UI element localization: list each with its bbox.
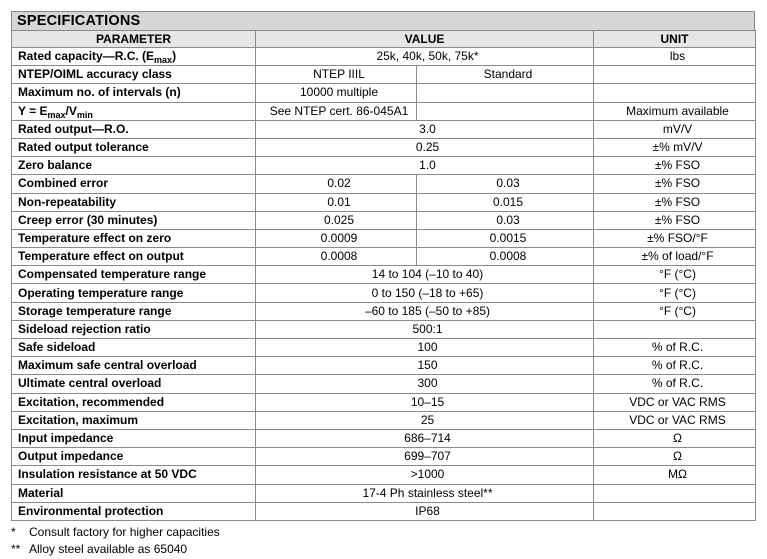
unit-cell: % of R.C. <box>594 339 756 357</box>
table-row <box>12 466 756 484</box>
parameter-cell <box>12 502 256 520</box>
parameter-cell <box>12 302 256 320</box>
value-cell: 699–707 <box>256 448 594 466</box>
parameter-cell <box>12 229 256 247</box>
parameter-cell <box>12 248 256 266</box>
value-cell-left: NTEP IIIL <box>256 66 417 84</box>
value-cell-right: Standard <box>417 66 594 84</box>
parameter-text: Rated output tolerance <box>18 140 149 155</box>
value-cell-right: 0.015 <box>417 193 594 211</box>
unit-cell: ±% mV/V <box>594 138 756 156</box>
parameter-text: Operating temperature range <box>18 285 184 300</box>
parameter-cell <box>12 375 256 393</box>
table-row <box>12 484 756 502</box>
footnotes <box>11 524 220 558</box>
footnote <box>11 524 220 541</box>
parameter-text: Environmental protection <box>18 503 164 518</box>
parameter-cell <box>12 448 256 466</box>
value-cell-right: 0.03 <box>417 175 594 193</box>
parameter-subscript: max <box>154 55 173 66</box>
column-header-unit: UNIT <box>594 31 756 48</box>
value-cell: 300 <box>256 375 594 393</box>
parameter-cell <box>12 84 256 102</box>
value-cell-right: 0.0015 <box>417 229 594 247</box>
unit-cell: Maximum available <box>594 102 756 120</box>
parameter-subscript: max <box>47 109 66 120</box>
unit-cell: Ω <box>594 448 756 466</box>
value-cell: 100 <box>256 339 594 357</box>
value-cell: 0.25 <box>256 138 594 156</box>
parameter-text: Maximum no. of intervals (n) <box>18 85 181 100</box>
unit-cell: ±% of load/°F <box>594 248 756 266</box>
parameter-text: Safe sideload <box>18 340 96 355</box>
unit-cell: ±% FSO <box>594 175 756 193</box>
table-row <box>12 157 756 175</box>
value-cell-right: 0.0008 <box>417 248 594 266</box>
parameter-cell <box>12 66 256 84</box>
table-row <box>12 284 756 302</box>
value-cell: 3.0 <box>256 120 594 138</box>
unit-cell: % of R.C. <box>594 375 756 393</box>
table-row <box>12 411 756 429</box>
value-cell-right: 0.03 <box>417 211 594 229</box>
parameter-cell <box>12 357 256 375</box>
table-row <box>12 84 756 102</box>
parameter-text: Compensated temperature range <box>18 267 207 282</box>
value-cell-right <box>417 84 594 102</box>
parameter-text: Temperature effect on output <box>18 249 184 264</box>
parameter-text: Sideload rejection ratio <box>18 321 151 336</box>
footnote-text: Consult factory for higher capacities <box>29 525 220 539</box>
value-cell-left: 0.0008 <box>256 248 417 266</box>
unit-cell <box>594 484 756 502</box>
parameter-text: Ultimate central overload <box>18 376 162 391</box>
unit-cell <box>594 502 756 520</box>
parameter-subscript: min <box>76 109 93 120</box>
parameter-text: Storage temperature range <box>18 303 172 318</box>
parameter-text: Rated output—R.O. <box>18 121 129 136</box>
table-header-row <box>12 31 756 48</box>
value-cell-left: See NTEP cert. 86-045A1 <box>256 102 417 120</box>
unit-cell: lbs <box>594 48 756 66</box>
unit-cell: ±% FSO <box>594 157 756 175</box>
table-row <box>12 193 756 211</box>
table-row <box>12 339 756 357</box>
parameter-text: NTEP/OIML accuracy class <box>18 67 172 82</box>
table-row <box>12 229 756 247</box>
footnote <box>11 541 220 558</box>
parameter-text: Excitation, recommended <box>18 394 165 409</box>
unit-cell <box>594 66 756 84</box>
column-header-value: VALUE <box>256 31 594 48</box>
parameter-text: Output impedance <box>18 449 124 464</box>
value-cell: –60 to 185 (–50 to +85) <box>256 302 594 320</box>
parameter-cell <box>12 102 256 120</box>
parameter-cell <box>12 266 256 284</box>
unit-cell: °F (°C) <box>594 284 756 302</box>
table-row <box>12 266 756 284</box>
parameter-cell <box>12 211 256 229</box>
unit-cell <box>594 84 756 102</box>
unit-cell: % of R.C. <box>594 357 756 375</box>
value-cell: IP68 <box>256 502 594 520</box>
unit-cell: ±% FSO <box>594 211 756 229</box>
parameter-text: ) <box>172 49 177 64</box>
value-cell: 25 <box>256 411 594 429</box>
parameter-text: Maximum safe central overload <box>18 358 197 373</box>
parameter-cell <box>12 339 256 357</box>
parameter-text: /V <box>65 103 77 118</box>
parameter-cell <box>12 466 256 484</box>
parameter-text: Material <box>18 485 64 500</box>
value-cell: 14 to 104 (–10 to 40) <box>256 266 594 284</box>
parameter-text: Insulation resistance at 50 VDC <box>18 467 197 482</box>
parameter-text: Temperature effect on zero <box>18 230 172 245</box>
table-row <box>12 357 756 375</box>
unit-cell: MΩ <box>594 466 756 484</box>
value-cell: 17-4 Ph stainless steel** <box>256 484 594 502</box>
column-header-parameter: PARAMETER <box>12 31 256 48</box>
parameter-cell <box>12 157 256 175</box>
value-cell-left: 0.0009 <box>256 229 417 247</box>
table-row <box>12 138 756 156</box>
parameter-cell <box>12 48 256 66</box>
value-cell: 10–15 <box>256 393 594 411</box>
value-cell: 500:1 <box>256 320 594 338</box>
parameter-cell <box>12 320 256 338</box>
parameter-cell <box>12 429 256 447</box>
parameter-text: Y = E <box>18 103 48 118</box>
page-title: SPECIFICATIONS <box>11 11 755 30</box>
parameter-cell <box>12 138 256 156</box>
table-row <box>12 102 756 120</box>
parameter-cell <box>12 193 256 211</box>
table-row <box>12 48 756 66</box>
unit-cell: Ω <box>594 429 756 447</box>
parameter-cell <box>12 411 256 429</box>
parameter-text: Combined error <box>18 176 109 191</box>
parameter-text: Excitation, maximum <box>18 412 139 427</box>
table-row <box>12 502 756 520</box>
value-cell: 0 to 150 (–18 to +65) <box>256 284 594 302</box>
footnote-mark: ** <box>11 542 21 556</box>
unit-cell: ±% FSO <box>594 193 756 211</box>
unit-cell: °F (°C) <box>594 302 756 320</box>
table-row <box>12 393 756 411</box>
footnote-text: Alloy steel available as 65040 <box>29 542 188 556</box>
unit-cell: mV/V <box>594 120 756 138</box>
table-row <box>12 120 756 138</box>
parameter-text: Zero balance <box>18 158 93 173</box>
unit-cell <box>594 320 756 338</box>
table-row <box>12 320 756 338</box>
unit-cell: °F (°C) <box>594 266 756 284</box>
table-row <box>12 248 756 266</box>
footnote-mark: * <box>11 525 16 539</box>
value-cell: 25k, 40k, 50k, 75k* <box>256 48 594 66</box>
parameter-text: Rated capacity—R.C. (E <box>18 49 155 64</box>
value-cell-left: 0.01 <box>256 193 417 211</box>
parameter-cell <box>12 484 256 502</box>
value-cell: 686–714 <box>256 429 594 447</box>
parameter-text: Input impedance <box>18 431 114 446</box>
unit-cell: VDC or VAC RMS <box>594 411 756 429</box>
value-cell-left: 10000 multiple <box>256 84 417 102</box>
value-cell: 150 <box>256 357 594 375</box>
table-row <box>12 429 756 447</box>
parameter-text: Non-repeatability <box>18 194 117 209</box>
parameter-cell <box>12 284 256 302</box>
value-cell: 1.0 <box>256 157 594 175</box>
table-row <box>12 375 756 393</box>
table-body <box>12 48 756 521</box>
table-row <box>12 448 756 466</box>
parameter-cell <box>12 393 256 411</box>
value-cell-left: 0.02 <box>256 175 417 193</box>
unit-cell: VDC or VAC RMS <box>594 393 756 411</box>
specifications-table <box>11 30 756 521</box>
parameter-cell <box>12 120 256 138</box>
table-row <box>12 175 756 193</box>
parameter-text: Creep error (30 minutes) <box>18 212 158 227</box>
unit-cell: ±% FSO/°F <box>594 229 756 247</box>
table-row <box>12 211 756 229</box>
specifications-panel <box>11 11 755 521</box>
table-row <box>12 66 756 84</box>
value-cell: >1000 <box>256 466 594 484</box>
value-cell-left: 0.025 <box>256 211 417 229</box>
parameter-cell <box>12 175 256 193</box>
table-row <box>12 302 756 320</box>
value-cell-right <box>417 102 594 120</box>
